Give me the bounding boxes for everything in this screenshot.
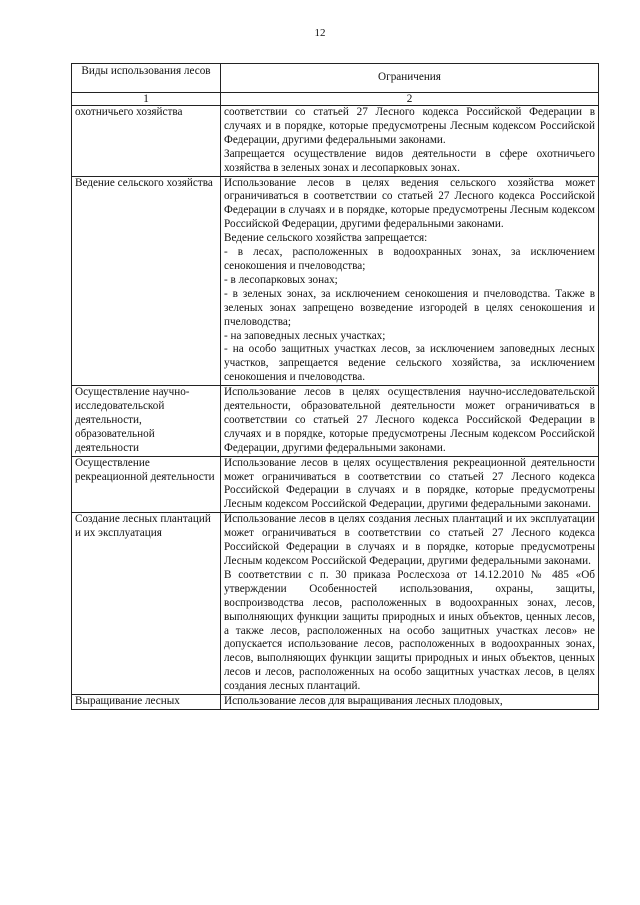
table-row [72,176,599,386]
table-row [72,513,599,695]
column-number-2: 2 [221,93,599,106]
restriction-paragraph: - в лесопарковых зонах; [224,273,338,286]
restriction-paragraph: В соответствии с п. 30 приказа Рослесхоза от 14.12.2010 № 485 «Об утверждении Особенностей использования, охраны, защиты, воспроизводства лесов, расположенных в водоохранных зонах, лесов, выполняющих функции защиты природных и иных объектов, ценных лесов, а также лесов, расположенных на особо защитных участках лесов» не допускается использование лесов, расположенных в водоохранных зонах, лесов, выполняющих функции защиты природных и иных объектов, ценных лесов и лесов, расположенных на особо защитных участках лесов, в целях создания лесных плантаций. [224,568,595,693]
row-restrictions [221,513,599,695]
row-use-type: Выращивание лесных [72,695,221,710]
table-header-row [72,64,599,93]
column-number-row [72,93,599,106]
column-number-1: 1 [72,93,221,106]
restriction-paragraph: - в зеленых зонах, за исключением сенокошения и пчеловодства. Также в зеленых зонах запрещено возведение изгородей в целях сенокошения и пчеловодства; [224,287,595,328]
restriction-paragraph: - на особо защитных участках лесов, за исключением заповедных лесных участков, запрещается ведение сельского хозяйства, за исключением сенокошения и пчеловодства. [224,343,595,384]
restriction-paragraph: Использование лесов в целях осуществления научно-исследовательской деятельности, образовательной деятельности может ограничиваться в соответствии со статьей 27 Лесного кодекса Российской Федерации в случаях и в порядке, которые предусмотрены Лесным кодексом Российской Федерации, другими федеральными законами. [224,386,595,454]
row-restrictions [221,176,599,386]
page-number: 12 [314,27,326,39]
restriction-paragraph: соответствии со статьей 27 Лесного кодекса Российской Федерации в случаях и в порядке, которые предусмотрены Лесным кодексом Российской Федерации, другими федеральными законами. [224,106,595,146]
table-row [72,386,599,457]
row-restrictions [221,695,599,710]
row-restrictions [221,386,599,457]
restriction-paragraph: Использование лесов в целях создания лесных плантаций и их эксплуатации может ограничиваться в соответствии со статьей 27 Лесного кодекса Российской Федерации в случаях и в порядке, которые предусмотрены Лесным кодексом Российской Федерации, другими федеральными законами. [224,513,595,567]
restriction-paragraph: Использование лесов в целях ведения сельского хозяйства может ограничиваться в соответствии со статьей 27 Лесного кодекса Российской Федерации в случаях и в порядке, которые предусмотрены Лесным кодексом Российской Федерации, другими федеральными законами. [224,176,595,231]
restriction-paragraph: - на заповедных лесных участках; [224,329,386,342]
header-forest-use-types: Виды использования лесов [72,64,221,93]
table-row [72,106,599,177]
row-use-type: Ведение сельского хозяйства [72,176,221,386]
restrictions-table [71,63,599,710]
table-row [72,695,599,710]
row-use-type: Осуществление научно-исследовательской деятельности, образовательной деятельности [72,386,221,457]
row-restrictions [221,456,599,513]
row-use-type: охотничьего хозяйства [72,106,221,177]
row-use-type: Создание лесных плантаций и их эксплуатация [72,513,221,695]
restriction-paragraph: Использование лесов в целях осуществления рекреационной деятельности может ограничиваться в соответствии со статьей 27 Лесного кодекса Российской Федерации в случаях и в порядке, которые предусмотрены Лесным кодексом Российской Федерации, другими федеральными законами. [224,456,595,511]
restriction-paragraph: Ведение сельского хозяйства запрещается: [224,232,428,245]
restriction-paragraph: Запрещается осуществление видов деятельности в сфере охотничьего хозяйства в зеленых зонах и лесопарковых зонах. [224,147,595,174]
header-restrictions: Ограничения [221,64,599,93]
row-use-type: Осуществление рекреационной деятельности [72,456,221,513]
row-restrictions [221,106,599,177]
restriction-paragraph: Использование лесов для выращивания лесных плодовых, [224,695,503,708]
restriction-paragraph: - в лесах, расположенных в водоохранных зонах, за исключением сенокошения и пчеловодства; [224,246,595,272]
table-row [72,456,599,513]
